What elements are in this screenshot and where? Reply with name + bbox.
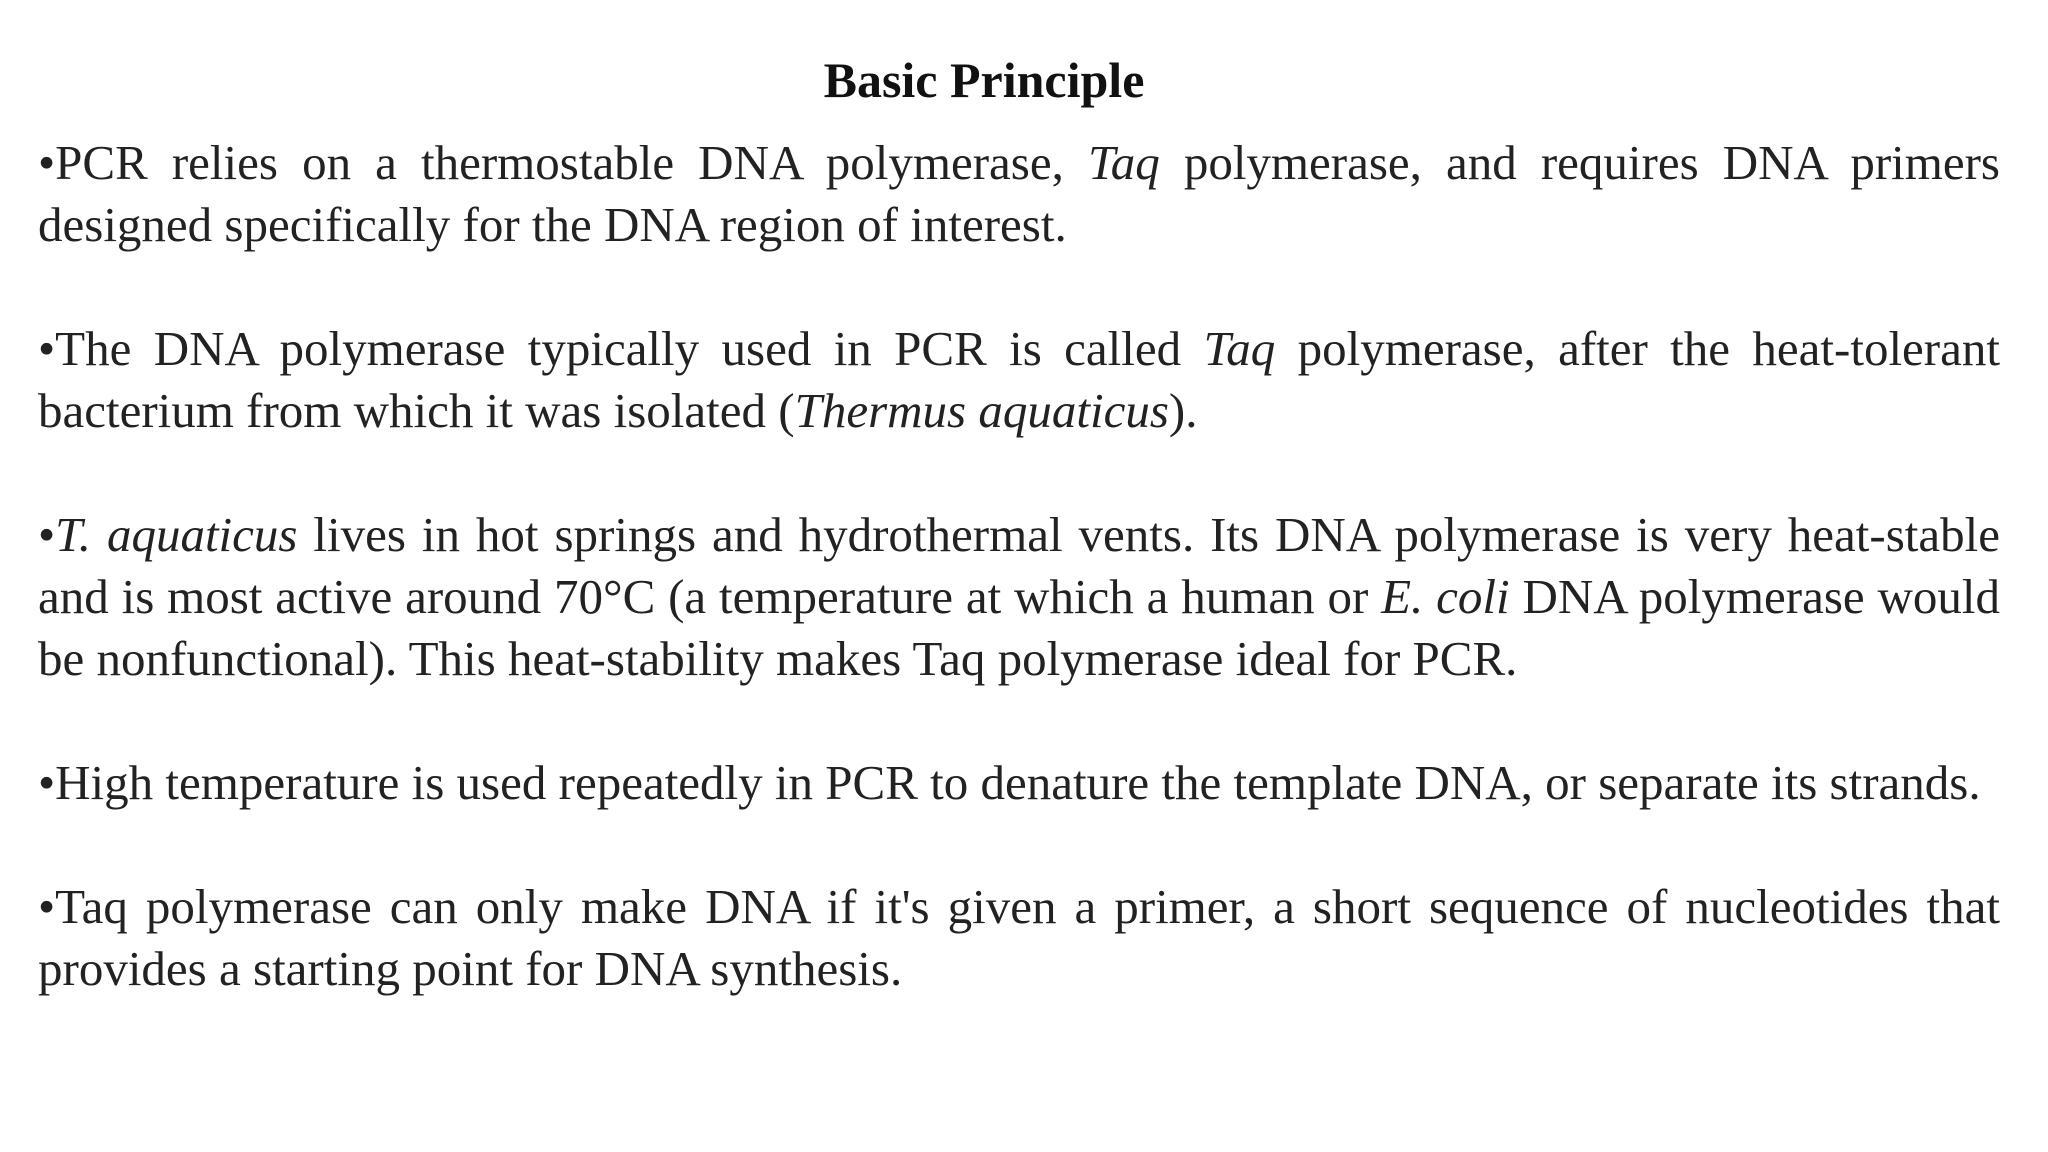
bullet-text-italic: Taq [1203, 321, 1276, 376]
bullet-text-italic: Taq [1087, 135, 1160, 190]
bullet-text: • [38, 507, 56, 562]
bullet-text: •Taq polymerase can only make DNA if it's given a primer, a short sequence of nucleotides that provides a starting point for DNA synthesis. [38, 879, 2013, 996]
bullet-text: •High temperature is used repeatedly in PCR to denature the template DNA, or separate its strands. [38, 755, 1981, 810]
bullet-text: ). [1168, 383, 1198, 438]
bullet-text-italic: Thermus aquaticus [794, 383, 1169, 438]
bullet-list [38, 132, 2013, 1000]
bullet-text: •The DNA polymerase typically used in PCR is called [38, 321, 1204, 376]
bullet-taq-primers [38, 132, 2013, 256]
bullet-text: lives in hot springs and hydrothermal vents. Its DNA polymerase is very heat-stable and is most active around 70°C (a temperature at which a human or [38, 507, 2013, 624]
bullet-text: DNA polymerase would be nonfunctional). This heat-stability makes Taq polymerase ideal for PCR. [38, 569, 2013, 686]
bullet-text-italic: T. aquaticus [55, 507, 298, 562]
bullet-text-italic: E. coli [1381, 569, 1510, 624]
bullet-text: polymerase, and requires DNA primers designed specifically for the DNA region of interest. [38, 135, 2013, 252]
bullet-denature [38, 752, 2000, 814]
slide-title: Basic Principle [823, 52, 1145, 108]
bullet-text: polymerase, after the heat-tolerant bacterium from which it was isolated ( [38, 321, 2013, 438]
bullet-primer [38, 876, 2013, 1000]
bullet-heat-stability [38, 504, 2013, 690]
bullet-text: •PCR relies on a thermostable DNA polymerase, [38, 135, 1088, 190]
bullet-taq-origin [38, 318, 2013, 442]
